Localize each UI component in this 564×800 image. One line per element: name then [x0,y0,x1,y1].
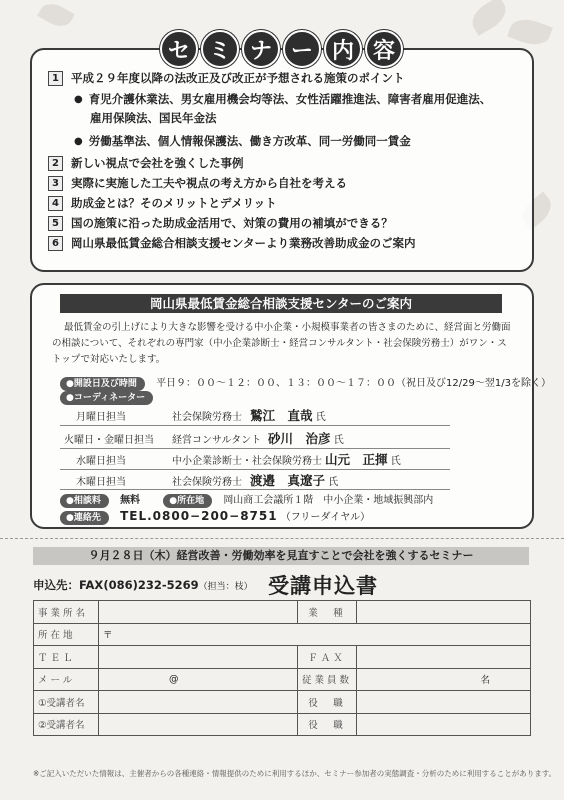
application-form [33,600,531,736]
attendee2-field[interactable] [99,713,298,736]
point-item [48,235,518,255]
tel-field[interactable] [99,646,298,669]
point-item [48,195,518,215]
seminar-points [48,70,518,255]
mail-field[interactable]: @ [99,668,298,691]
contact-phone: TEL.0800−200−8751 [120,509,278,523]
coordinator-day: 火曜日・金曜日担当 [64,435,154,446]
sub-point-text: 育児介護休業法、男女雇用機会均等法、女性活躍推進法、障害者雇用促進法、 [88,92,492,106]
coordinator-name: 砂川 治彦 氏 [268,431,344,446]
point-number: 4 [48,196,63,211]
employees-field[interactable]: 名 [357,668,531,691]
privacy-note: ※ご記入いただいた情報は、主催者からの各種連絡・情報提供のために利用するほか、セミナー参加者の実態調査・分析のために利用することがあります。 [33,769,557,778]
point-text: 平成２９年度以降の法改正及び改正が予想される施策のポイント [71,71,405,85]
divider [60,489,450,490]
title-char: 容 [365,30,403,68]
contact-label: ●連絡先 [60,511,109,525]
hours-text: 平日９：００～１２：００、１３：００～１７：００（祝日及び12/29～翌1/3を除く） [156,378,551,389]
seminar-banner: ９月２８日（木）経営改善・労働効率を見直すことで会社を強くするセミナー [33,547,529,565]
point-number: 3 [48,176,63,191]
form-label: ①受講者名 [34,691,99,714]
fee-label: ●相談料 [60,494,109,508]
coordinator-name: 渡邉 真遼子 氏 [250,473,339,488]
fee-row [60,491,433,508]
application-form-title: 受講申込書 [268,574,378,598]
coordinator-role: 社会保険労務士 [172,477,242,488]
support-center-banner: 岡山県最低賃金総合相談支援センターのご案内 [60,294,502,313]
divider [60,448,450,449]
bullet-icon: ● [74,94,83,105]
location-label: ●所在地 [163,494,212,508]
sub-point-cont [48,109,518,128]
form-label: メール [34,668,99,691]
divider [60,469,450,470]
form-label: 業 種 [298,601,357,624]
coordinator-row [60,391,153,405]
contact-note: （フリーダイヤル） [280,512,371,523]
point-text: 助成金とは？そのメリットとデメリット [71,196,277,210]
address-field[interactable] [99,623,531,646]
point-text: 実際に実施した工夫や視点の考え方から自社を考える [71,176,347,190]
apply-info: 申込先：FAX(086)232-5269（担当：枝） [33,578,253,592]
sub-point [48,90,518,109]
hours-row [60,374,551,391]
form-label: 役 職 [298,691,357,714]
postal-mark: 〒 [103,630,113,642]
leaf-decoration [507,14,553,50]
coordinator-role: 経営コンサルタント [172,435,262,446]
sub-point-text: 雇用保険法、国民年金法 [90,111,217,125]
title-char: ナ [242,30,280,68]
cut-line [0,538,564,539]
form-label: ＴＥＬ [34,646,99,669]
point-number: 2 [48,156,63,171]
page-title [160,30,403,68]
position2-field[interactable] [357,713,531,736]
point-item [48,155,518,175]
point-number: 5 [48,216,63,231]
coordinator-role: 中小企業診断士・社会保険労務士 [172,456,322,467]
fee-value: 無料 [120,495,141,506]
divider [60,425,450,426]
point-item [48,175,518,195]
title-char: 内 [324,30,362,68]
point-text: 岡山県最低賃金総合相談支援センターより業務改善助成金のご案内 [71,236,416,250]
form-label: 従業員数 [298,668,357,691]
point-item [48,70,518,90]
attendee1-field[interactable] [99,691,298,714]
sub-point-text: 労働基準法、個人情報保護法、働き方改革、同一労働同一賃金 [88,134,411,148]
title-char: ミ [201,30,239,68]
form-label: ②受講者名 [34,713,99,736]
coordinator-role: 社会保険労務士 [172,412,242,423]
fax-field[interactable] [357,646,531,669]
form-label: 事業所名 [34,601,99,624]
form-label: 所在地 [34,623,99,646]
point-item [48,215,518,235]
coordinator-day: 木曜日担当 [76,477,126,488]
point-text: 国の施策に沿った助成金活用で、対策の費用の補填ができる？ [71,216,393,230]
company-field[interactable] [99,601,298,624]
form-label: 役 職 [298,713,357,736]
leaf-decoration [467,0,512,36]
coordinator-day: 水曜日担当 [76,456,126,467]
title-char: ー [283,30,321,68]
point-text: 新しい視点で会社を強くした事例 [71,156,244,170]
point-number: 6 [48,236,63,251]
coordinator-name: 山元 正揮 氏 [325,452,401,467]
form-label: ＦＡＸ [298,646,357,669]
position1-field[interactable] [357,691,531,714]
leaf-decoration [37,0,75,32]
bullet-icon: ● [74,136,83,147]
title-char: セ [160,30,198,68]
contact-row [60,508,370,525]
point-number: 1 [48,71,63,86]
location-value: 岡山商工会議所１階 中小企業・地域振興部内 [223,495,434,506]
support-center-intro: 最低賃金の引上げにより大きな影響を受ける中小企業・小規模事業者の皆さまのために、経営面と労働面の相談について、それぞれの専門家（中小企業診断士・経営コンサルタント・社会保険労務士）がワン・ストップで対応いたします。 [52,322,511,365]
industry-field[interactable] [357,601,531,624]
sub-point [48,132,518,151]
coordinator-label: ●コーディネーター [60,391,153,405]
hours-label: ●開設日及び時間 [60,377,145,391]
coordinator-name: 鷲江 直哉 氏 [250,408,326,423]
coordinator-day: 月曜日担当 [76,412,126,423]
